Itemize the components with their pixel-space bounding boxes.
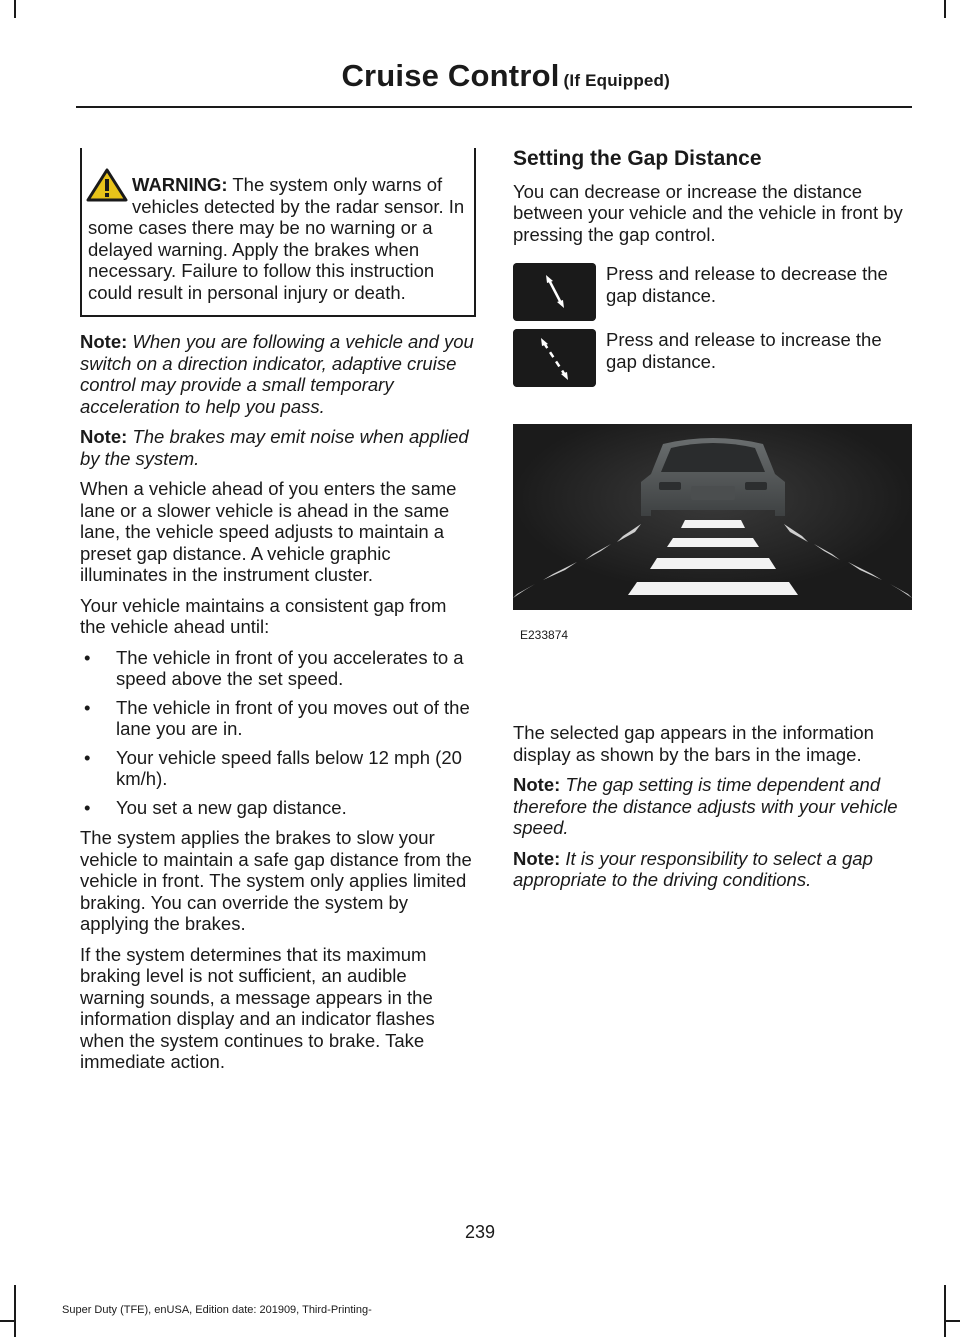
warning-triangle-icon	[86, 168, 128, 202]
note-time-dependent	[513, 774, 913, 839]
gap-decrease-icon	[513, 263, 596, 321]
crop-mark-top-left	[14, 0, 16, 18]
gap-display-illustration	[513, 424, 912, 610]
crop-mark-bottom-left-h	[0, 1320, 16, 1322]
note-label: Note:	[80, 331, 128, 352]
note-text: The gap setting is time dependent and therefore the distance adjusts with your vehicle speed.	[513, 774, 898, 838]
crop-mark-top-right	[944, 0, 946, 18]
illustration-code: E233874	[520, 628, 569, 642]
note-label: Note:	[513, 847, 561, 869]
list-item: • You set a new gap distance.	[80, 797, 476, 819]
paragraph-braking: The system applies the brakes to slow your vehicle to maintain a safe gap distance from the vehicle in front. The system only applies limited braking. You can override the system by applying the brakes.	[80, 827, 472, 934]
conditions-list	[80, 647, 476, 819]
list-item: • Your vehicle speed falls below 12 mph (20 km/h).	[80, 747, 476, 790]
note-text: When you are following a vehicle and you switch on a direction indicator, adaptive cruise control may provide a small temporary acceleration to help you pass.	[80, 331, 474, 417]
note-label: Note:	[513, 774, 561, 795]
control-row-decrease	[513, 263, 913, 321]
note-brake-noise	[80, 426, 476, 469]
page-number: 239	[464, 1222, 496, 1242]
warning-box	[80, 148, 476, 317]
vehicle-graphic	[641, 438, 785, 516]
warning-text: The system only warns of vehicles detected by the radar sensor. In some cases there may be no warning or a delayed warning. Apply the brakes when necessary. Failure to follow this instruction could result in personal injury or death.	[88, 174, 465, 303]
paragraph-gap-intro: You can decrease or increase the distance between your vehicle and the vehicle in front by pressing the gap control.	[513, 180, 903, 245]
gap-increase-icon	[513, 329, 596, 387]
crop-mark-bottom-right-v	[944, 1285, 946, 1337]
left-column	[80, 148, 476, 1082]
control-increase-text: Press and release to increase the gap distance.	[606, 329, 882, 372]
note-responsibility	[513, 848, 913, 891]
page-header	[341, 58, 670, 94]
header-title: Cruise Control	[341, 58, 560, 93]
crop-mark-bottom-right-h	[944, 1320, 960, 1322]
note-direction-indicator	[80, 331, 476, 417]
header-divider	[76, 106, 912, 108]
control-row-increase	[513, 329, 913, 387]
note-text: The brakes may emit noise when applied by the system.	[80, 426, 469, 469]
list-item: • The vehicle in front of you moves out of the lane you are in.	[80, 697, 476, 740]
gap-caption: The selected gap appears in the information display as shown by the bars in the image.	[513, 722, 874, 765]
footer-text: Super Duty (TFE), enUSA, Edition date: 201909, Third-Printing-	[62, 1304, 372, 1316]
header-subtitle: (If Equipped)	[563, 71, 670, 90]
paragraph-consistent-gap: Your vehicle maintains a consistent gap from the vehicle ahead until:	[80, 594, 447, 637]
note-text: It is your responsibility to select a gap appropriate to the driving conditions.	[513, 847, 873, 890]
warning-label: WARNING:	[132, 174, 228, 195]
crop-mark-bottom-left-v	[14, 1285, 16, 1337]
paragraph-max-braking: If the system determines that its maximum braking level is not sufficient, an audible warning sounds, a message appears in the information display and an indicator flashes when the system continues to brake. Take immediate action.	[80, 943, 435, 1072]
control-decrease-text: Press and release to decrease the gap distance.	[606, 263, 888, 306]
list-item: • The vehicle in front of you accelerates to a speed above the set speed.	[80, 647, 476, 690]
note-label: Note:	[80, 426, 128, 447]
paragraph-vehicle-ahead: When a vehicle ahead of you enters the same lane or a slower vehicle is ahead in the same lane, the vehicle speed adjusts to maintain a preset gap distance. A vehicle graphic illuminates in the instrument cluster.	[80, 478, 457, 585]
section-title: Setting the Gap Distance	[513, 147, 762, 170]
